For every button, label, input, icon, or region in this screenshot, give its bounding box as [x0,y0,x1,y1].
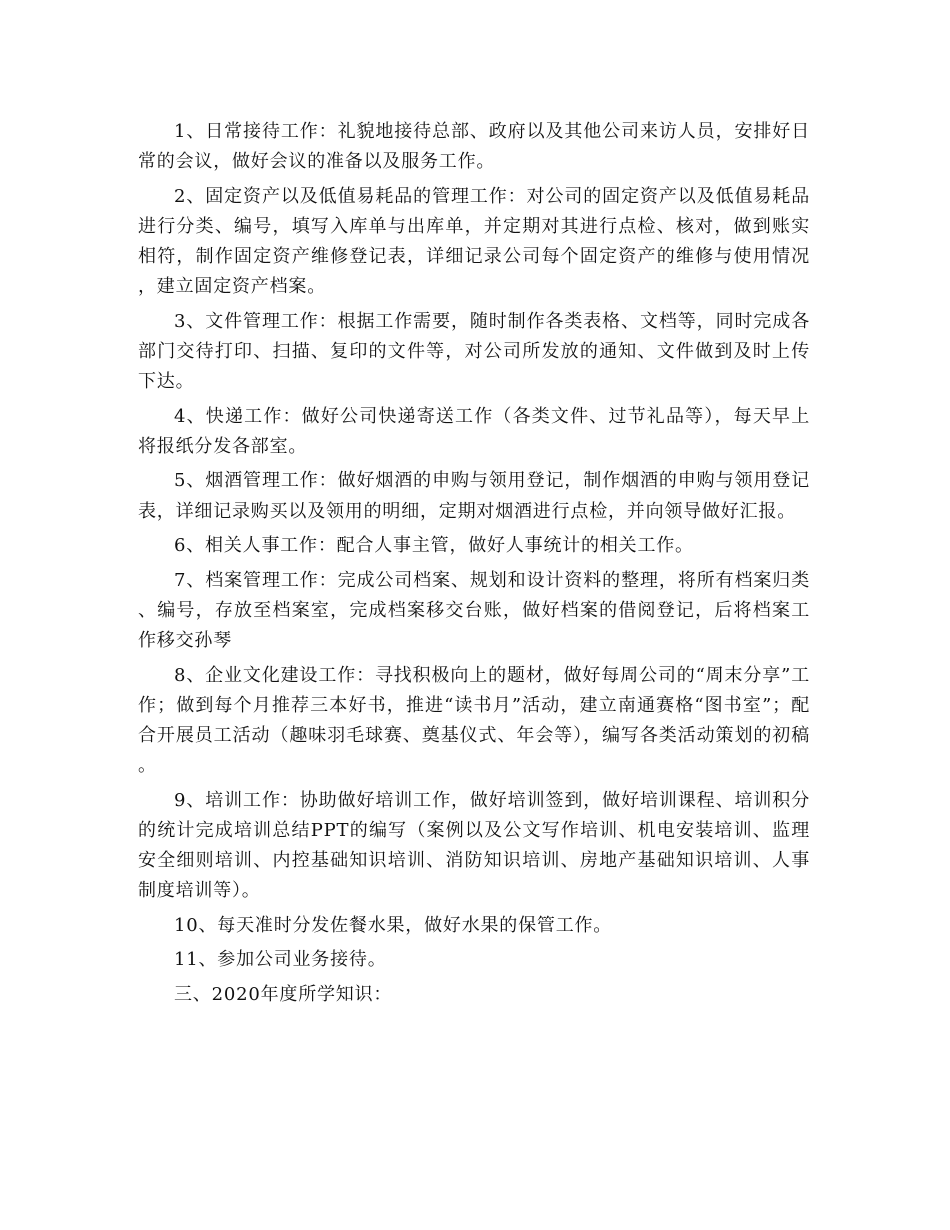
paragraph-8: 8、企业文化建设工作：寻找积极向上的题材，做好每周公司的“周末分享”工作；做到每个月推荐三本好书，推进“读书月”活动，建立南通赛格“图书室”；配合开展员工活动（趣味羽毛球赛、奠基仪式、年会等），编写各类活动策划的初稿。 [138,664,810,777]
section-heading: 三、2020年度所学知识： [174,983,393,1005]
paragraph-10: 10、每天准时分发佐餐水果，做好水果的保管工作。 [174,914,613,936]
paragraph-5: 5、烟酒管理工作：做好烟酒的申购与领用登记，制作烟酒的申购与领用登记表，详细记录购买以及领用的明细，定期对烟酒进行点检，并向领导做好汇报。 [138,470,810,522]
paragraph-4: 4、快递工作：做好公司快递寄送工作（各类文件、过节礼品等），每天早上将报纸分发各部室。 [138,405,810,457]
paragraph-6: 6、相关人事工作：配合人事主管，做好人事统计的相关工作。 [174,535,694,557]
paragraph-2: 2、固定资产以及低值易耗品的管理工作：对公司的固定资产以及低值易耗品进行分类、编号，填写入库单与出库单，并定期对其进行点检、核对，做到账实相符，制作固定资产维修登记表，详细记录公司每个固定资产的维修与使用情况，建立固定资产档案。 [138,185,810,298]
paragraph-7: 7、档案管理工作：完成公司档案、规划和设计资料的整理，将所有档案归类、编号，存放至档案室，完成档案移交台账，做好档案的借阅登记，后将档案工作移交孙琴 [138,569,810,652]
paragraph-1: 1、日常接待工作：礼貌地接待总部、政府以及其他公司来访人员，安排好日常的会议，做好会议的准备以及服务工作。 [138,121,810,173]
paragraph-11: 11、参加公司业务接待。 [174,949,387,971]
document-body [138,117,810,1010]
paragraph-3: 3、文件管理工作：根据工作需要，随时制作各类表格、文档等，同时完成各部门交待打印、扫描、复印的文件等，对公司所发放的通知、文件做到及时上传下达。 [138,310,810,393]
paragraph-9: 9、培训工作：协助做好培训工作，做好培训签到，做好培训课程、培训积分的统计完成培训总结PPT的编写（案例以及公文写作培训、机电安装培训、监理安全细则培训、内控基础知识培训、消防知识培训、房地产基础知识培训、人事制度培训等）。 [138,789,810,902]
